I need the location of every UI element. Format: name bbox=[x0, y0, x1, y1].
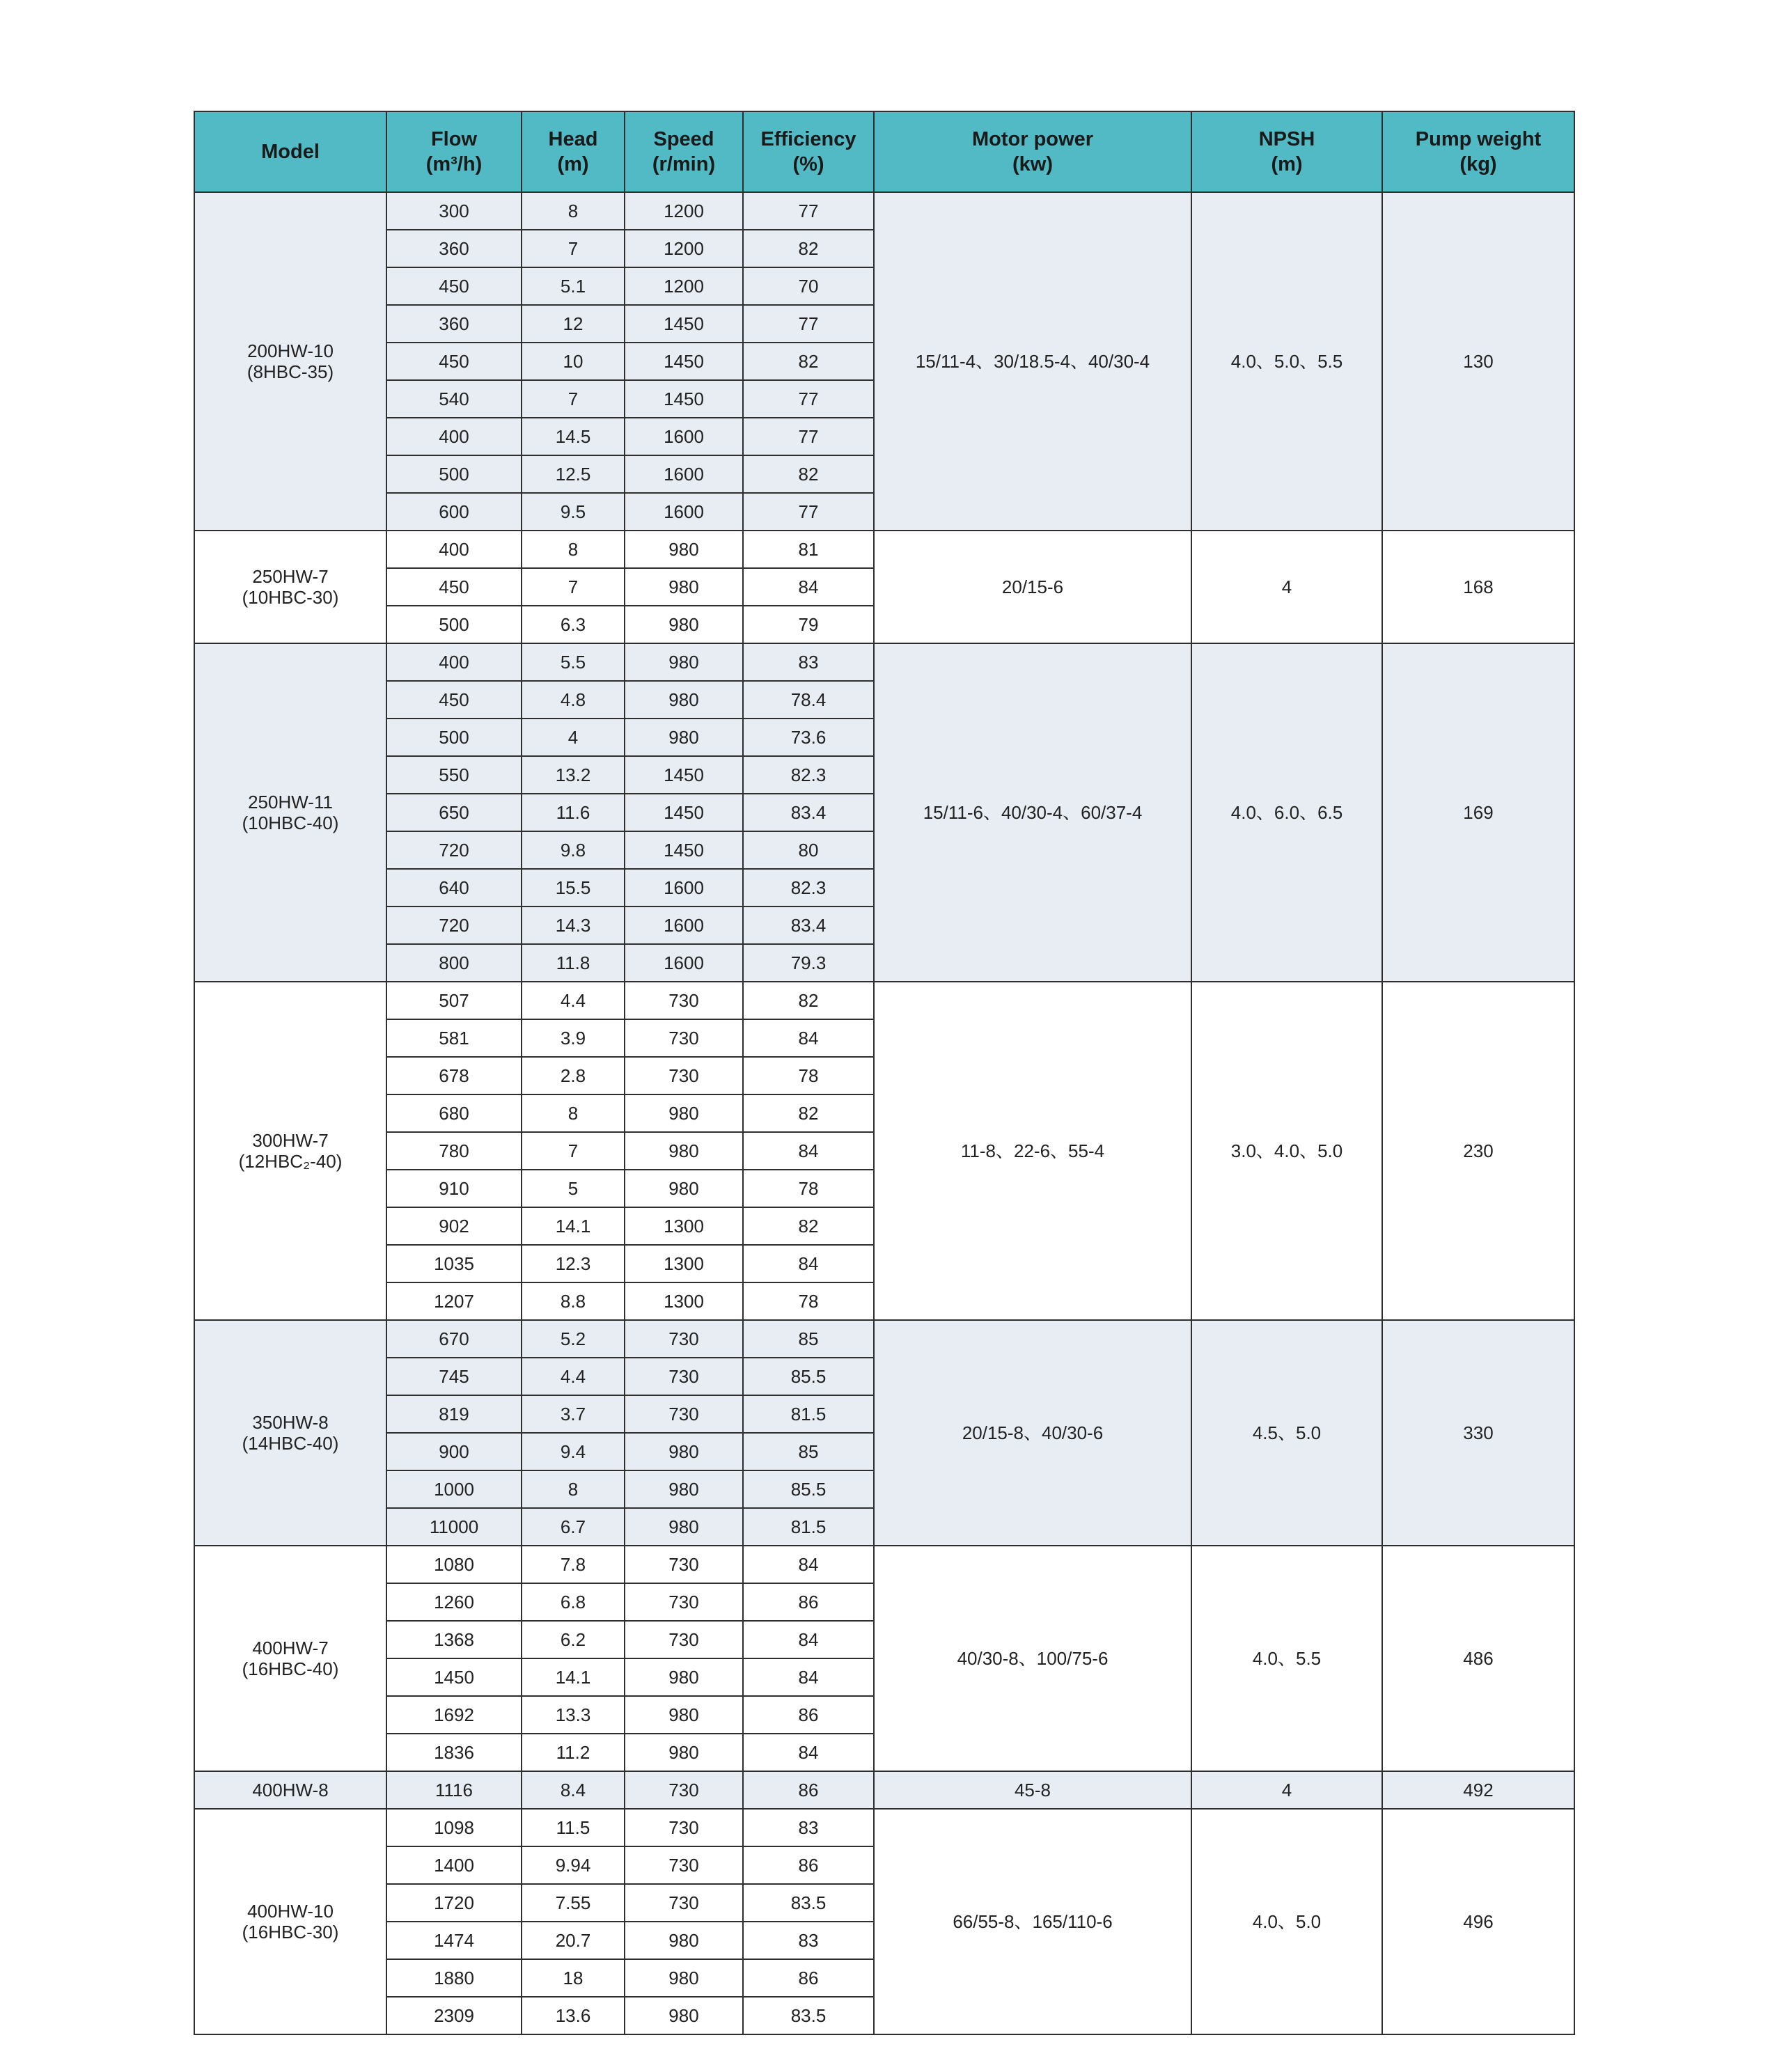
speed-cell: 980 bbox=[625, 719, 743, 756]
speed-cell: 980 bbox=[625, 1508, 743, 1546]
model-name: 400HW-7 bbox=[252, 1638, 329, 1658]
head-cell: 9.8 bbox=[522, 831, 625, 869]
motor-power-cell: 20/15-6 bbox=[874, 531, 1191, 643]
header-npsh-label: NPSH bbox=[1258, 128, 1315, 150]
head-cell: 7 bbox=[522, 1132, 625, 1170]
efficiency-cell: 83.5 bbox=[743, 1997, 874, 2034]
speed-cell: 730 bbox=[625, 1395, 743, 1433]
efficiency-cell: 81.5 bbox=[743, 1395, 874, 1433]
header-speed bbox=[625, 111, 743, 192]
speed-cell: 1200 bbox=[625, 230, 743, 267]
efficiency-cell: 83.5 bbox=[743, 1884, 874, 1922]
speed-cell: 1200 bbox=[625, 192, 743, 230]
model-alt-name: (10HBC-30) bbox=[242, 587, 339, 608]
head-cell: 7.55 bbox=[522, 1884, 625, 1922]
head-cell: 7 bbox=[522, 230, 625, 267]
flow-cell: 400 bbox=[386, 643, 522, 681]
head-cell: 13.2 bbox=[522, 756, 625, 794]
flow-cell: 720 bbox=[386, 831, 522, 869]
npsh-cell: 3.0、4.0、5.0 bbox=[1191, 982, 1382, 1320]
speed-cell: 980 bbox=[625, 1658, 743, 1696]
pump-weight-cell: 486 bbox=[1382, 1546, 1574, 1771]
pump-weight-cell: 492 bbox=[1382, 1771, 1574, 1809]
efficiency-cell: 78 bbox=[743, 1170, 874, 1207]
motor-power-cell: 45-8 bbox=[874, 1771, 1191, 1809]
efficiency-cell: 85.5 bbox=[743, 1470, 874, 1508]
speed-cell: 980 bbox=[625, 1170, 743, 1207]
efficiency-cell: 86 bbox=[743, 1583, 874, 1621]
efficiency-cell: 79.3 bbox=[743, 944, 874, 982]
npsh-cell: 4 bbox=[1191, 1771, 1382, 1809]
efficiency-cell: 82 bbox=[743, 1207, 874, 1245]
head-cell: 20.7 bbox=[522, 1922, 625, 1959]
head-cell: 14.1 bbox=[522, 1207, 625, 1245]
flow-cell: 360 bbox=[386, 305, 522, 343]
efficiency-cell: 77 bbox=[743, 305, 874, 343]
head-cell: 5.1 bbox=[522, 267, 625, 305]
speed-cell: 730 bbox=[625, 982, 743, 1019]
head-cell: 3.7 bbox=[522, 1395, 625, 1433]
header-npsh-unit: (m) bbox=[1271, 153, 1303, 175]
model-cell bbox=[194, 1546, 386, 1771]
speed-cell: 980 bbox=[625, 606, 743, 643]
speed-cell: 730 bbox=[625, 1057, 743, 1094]
flow-cell: 780 bbox=[386, 1132, 522, 1170]
efficiency-cell: 82 bbox=[743, 230, 874, 267]
header-flow bbox=[386, 111, 522, 192]
efficiency-cell: 83.4 bbox=[743, 794, 874, 831]
table-row bbox=[194, 982, 1574, 1019]
header-flow-label: Flow bbox=[430, 128, 478, 150]
model-name: 200HW-10 bbox=[247, 340, 334, 361]
speed-cell: 730 bbox=[625, 1583, 743, 1621]
model-cell bbox=[194, 1771, 386, 1809]
speed-cell: 980 bbox=[625, 1433, 743, 1470]
flow-cell: 670 bbox=[386, 1320, 522, 1358]
efficiency-cell: 78 bbox=[743, 1282, 874, 1320]
speed-cell: 730 bbox=[625, 1621, 743, 1658]
efficiency-cell: 83 bbox=[743, 1922, 874, 1959]
speed-cell: 730 bbox=[625, 1771, 743, 1809]
speed-cell: 730 bbox=[625, 1320, 743, 1358]
head-cell: 5 bbox=[522, 1170, 625, 1207]
efficiency-cell: 77 bbox=[743, 493, 874, 531]
pump-weight-cell: 330 bbox=[1382, 1320, 1574, 1546]
table-row bbox=[194, 192, 1574, 230]
speed-cell: 980 bbox=[625, 643, 743, 681]
head-cell: 8.4 bbox=[522, 1771, 625, 1809]
efficiency-cell: 82 bbox=[743, 982, 874, 1019]
table-row bbox=[194, 643, 1574, 681]
table-row bbox=[194, 1546, 1574, 1583]
head-cell: 5.2 bbox=[522, 1320, 625, 1358]
efficiency-cell: 86 bbox=[743, 1771, 874, 1809]
speed-cell: 1450 bbox=[625, 756, 743, 794]
head-cell: 11.6 bbox=[522, 794, 625, 831]
header-motor-power bbox=[874, 111, 1191, 192]
flow-cell: 600 bbox=[386, 493, 522, 531]
head-cell: 15.5 bbox=[522, 869, 625, 907]
speed-cell: 1300 bbox=[625, 1207, 743, 1245]
speed-cell: 1450 bbox=[625, 380, 743, 418]
flow-cell: 450 bbox=[386, 681, 522, 719]
efficiency-cell: 82 bbox=[743, 343, 874, 380]
efficiency-cell: 85.5 bbox=[743, 1358, 874, 1395]
speed-cell: 1300 bbox=[625, 1245, 743, 1282]
efficiency-cell: 73.6 bbox=[743, 719, 874, 756]
motor-power-cell: 40/30-8、100/75-6 bbox=[874, 1546, 1191, 1771]
speed-cell: 1450 bbox=[625, 794, 743, 831]
speed-cell: 1600 bbox=[625, 455, 743, 493]
npsh-cell: 4.0、5.0、5.5 bbox=[1191, 192, 1382, 531]
speed-cell: 1600 bbox=[625, 493, 743, 531]
head-cell: 12 bbox=[522, 305, 625, 343]
head-cell: 8 bbox=[522, 531, 625, 568]
efficiency-cell: 84 bbox=[743, 1621, 874, 1658]
flow-cell: 800 bbox=[386, 944, 522, 982]
speed-cell: 730 bbox=[625, 1358, 743, 1395]
flow-cell: 900 bbox=[386, 1433, 522, 1470]
head-cell: 4.4 bbox=[522, 982, 625, 1019]
head-cell: 10 bbox=[522, 343, 625, 380]
model-name: 400HW-10 bbox=[247, 1901, 334, 1922]
header-speed-label: Speed bbox=[653, 128, 714, 150]
efficiency-cell: 84 bbox=[743, 1245, 874, 1282]
head-cell: 12.3 bbox=[522, 1245, 625, 1282]
head-cell: 9.4 bbox=[522, 1433, 625, 1470]
flow-cell: 360 bbox=[386, 230, 522, 267]
model-name: 250HW-11 bbox=[248, 792, 333, 813]
speed-cell: 1450 bbox=[625, 305, 743, 343]
header-head-unit: (m) bbox=[557, 153, 589, 175]
head-cell: 7.8 bbox=[522, 1546, 625, 1583]
model-alt-name: (16HBC-30) bbox=[242, 1922, 339, 1943]
motor-power-cell: 66/55-8、165/110-6 bbox=[874, 1809, 1191, 2034]
flow-cell: 1035 bbox=[386, 1245, 522, 1282]
head-cell: 8 bbox=[522, 1094, 625, 1132]
speed-cell: 980 bbox=[625, 1696, 743, 1734]
model-alt-name: (16HBC-40) bbox=[242, 1658, 339, 1679]
header-efficiency-unit: (%) bbox=[792, 153, 824, 175]
head-cell: 7 bbox=[522, 568, 625, 606]
flow-cell: 2309 bbox=[386, 1997, 522, 2034]
speed-cell: 1600 bbox=[625, 869, 743, 907]
model-cell bbox=[194, 1809, 386, 2034]
efficiency-cell: 84 bbox=[743, 1546, 874, 1583]
flow-cell: 745 bbox=[386, 1358, 522, 1395]
efficiency-cell: 81 bbox=[743, 531, 874, 568]
efficiency-cell: 83 bbox=[743, 1809, 874, 1846]
pump-weight-cell: 168 bbox=[1382, 531, 1574, 643]
flow-cell: 640 bbox=[386, 869, 522, 907]
motor-power-cell: 20/15-8、40/30-6 bbox=[874, 1320, 1191, 1546]
head-cell: 4 bbox=[522, 719, 625, 756]
header-pump-weight-label: Pump weight bbox=[1415, 128, 1542, 150]
model-cell bbox=[194, 1320, 386, 1546]
speed-cell: 730 bbox=[625, 1019, 743, 1057]
speed-cell: 980 bbox=[625, 1922, 743, 1959]
pump-weight-cell: 230 bbox=[1382, 982, 1574, 1320]
speed-cell: 730 bbox=[625, 1546, 743, 1583]
flow-cell: 720 bbox=[386, 907, 522, 944]
head-cell: 14.3 bbox=[522, 907, 625, 944]
pump-spec-table bbox=[194, 111, 1575, 2035]
table-row bbox=[194, 1771, 1574, 1809]
head-cell: 18 bbox=[522, 1959, 625, 1997]
header-pump-weight-unit: (kg) bbox=[1459, 153, 1497, 175]
speed-cell: 980 bbox=[625, 681, 743, 719]
speed-cell: 1600 bbox=[625, 944, 743, 982]
flow-cell: 902 bbox=[386, 1207, 522, 1245]
flow-cell: 450 bbox=[386, 267, 522, 305]
head-cell: 8.8 bbox=[522, 1282, 625, 1320]
efficiency-cell: 77 bbox=[743, 192, 874, 230]
flow-cell: 450 bbox=[386, 343, 522, 380]
efficiency-cell: 77 bbox=[743, 418, 874, 455]
efficiency-cell: 70 bbox=[743, 267, 874, 305]
speed-cell: 1600 bbox=[625, 907, 743, 944]
speed-cell: 980 bbox=[625, 1959, 743, 1997]
model-name: 350HW-8 bbox=[252, 1412, 329, 1433]
header-head-label: Head bbox=[548, 128, 598, 150]
flow-cell: 1400 bbox=[386, 1846, 522, 1884]
efficiency-cell: 82 bbox=[743, 455, 874, 493]
npsh-cell: 4.0、5.0 bbox=[1191, 1809, 1382, 2034]
model-name: 250HW-7 bbox=[252, 566, 329, 587]
efficiency-cell: 82.3 bbox=[743, 869, 874, 907]
efficiency-cell: 84 bbox=[743, 1734, 874, 1771]
npsh-cell: 4.5、5.0 bbox=[1191, 1320, 1382, 1546]
speed-cell: 980 bbox=[625, 1734, 743, 1771]
flow-cell: 11000 bbox=[386, 1508, 522, 1546]
head-cell: 11.5 bbox=[522, 1809, 625, 1846]
pump-weight-cell: 169 bbox=[1382, 643, 1574, 982]
efficiency-cell: 83 bbox=[743, 643, 874, 681]
npsh-cell: 4 bbox=[1191, 531, 1382, 643]
flow-cell: 1880 bbox=[386, 1959, 522, 1997]
speed-cell: 730 bbox=[625, 1846, 743, 1884]
model-cell bbox=[194, 982, 386, 1320]
speed-cell: 1200 bbox=[625, 267, 743, 305]
speed-cell: 730 bbox=[625, 1884, 743, 1922]
efficiency-cell: 82 bbox=[743, 1094, 874, 1132]
speed-cell: 980 bbox=[625, 568, 743, 606]
motor-power-cell: 11-8、22-6、55-4 bbox=[874, 982, 1191, 1320]
efficiency-cell: 78.4 bbox=[743, 681, 874, 719]
efficiency-cell: 82.3 bbox=[743, 756, 874, 794]
head-cell: 11.2 bbox=[522, 1734, 625, 1771]
model-alt-name: (14HBC-40) bbox=[242, 1433, 339, 1454]
flow-cell: 1450 bbox=[386, 1658, 522, 1696]
efficiency-cell: 84 bbox=[743, 1132, 874, 1170]
header-pump-weight bbox=[1382, 111, 1574, 192]
model-cell bbox=[194, 643, 386, 982]
header-speed-unit: (r/min) bbox=[652, 153, 716, 175]
header-head bbox=[522, 111, 625, 192]
header-efficiency bbox=[743, 111, 874, 192]
speed-cell: 1450 bbox=[625, 831, 743, 869]
speed-cell: 1300 bbox=[625, 1282, 743, 1320]
flow-cell: 500 bbox=[386, 455, 522, 493]
flow-cell: 1836 bbox=[386, 1734, 522, 1771]
head-cell: 5.5 bbox=[522, 643, 625, 681]
flow-cell: 650 bbox=[386, 794, 522, 831]
head-cell: 3.9 bbox=[522, 1019, 625, 1057]
efficiency-cell: 86 bbox=[743, 1846, 874, 1884]
efficiency-cell: 77 bbox=[743, 380, 874, 418]
speed-cell: 1600 bbox=[625, 418, 743, 455]
head-cell: 9.5 bbox=[522, 493, 625, 531]
speed-cell: 980 bbox=[625, 1094, 743, 1132]
flow-cell: 1720 bbox=[386, 1884, 522, 1922]
flow-cell: 450 bbox=[386, 568, 522, 606]
flow-cell: 678 bbox=[386, 1057, 522, 1094]
motor-power-cell: 15/11-4、30/18.5-4、40/30-4 bbox=[874, 192, 1191, 531]
head-cell: 2.8 bbox=[522, 1057, 625, 1094]
flow-cell: 1080 bbox=[386, 1546, 522, 1583]
efficiency-cell: 84 bbox=[743, 1019, 874, 1057]
efficiency-cell: 81.5 bbox=[743, 1508, 874, 1546]
efficiency-cell: 84 bbox=[743, 568, 874, 606]
efficiency-cell: 86 bbox=[743, 1696, 874, 1734]
table-row bbox=[194, 1320, 1574, 1358]
flow-cell: 400 bbox=[386, 418, 522, 455]
header-model bbox=[194, 111, 386, 192]
flow-cell: 1692 bbox=[386, 1696, 522, 1734]
motor-power-cell: 15/11-6、40/30-4、60/37-4 bbox=[874, 643, 1191, 982]
header-motor-power-label: Motor power bbox=[972, 128, 1093, 150]
efficiency-cell: 86 bbox=[743, 1959, 874, 1997]
efficiency-cell: 84 bbox=[743, 1658, 874, 1696]
header-model-label: Model bbox=[261, 141, 320, 163]
head-cell: 6.8 bbox=[522, 1583, 625, 1621]
flow-cell: 1116 bbox=[386, 1771, 522, 1809]
flow-cell: 1098 bbox=[386, 1809, 522, 1846]
head-cell: 11.8 bbox=[522, 944, 625, 982]
pump-weight-cell: 496 bbox=[1382, 1809, 1574, 2034]
flow-cell: 500 bbox=[386, 719, 522, 756]
table-row bbox=[194, 531, 1574, 568]
flow-cell: 1000 bbox=[386, 1470, 522, 1508]
header-npsh bbox=[1191, 111, 1382, 192]
table-header-row bbox=[194, 111, 1574, 192]
model-cell bbox=[194, 192, 386, 531]
table-body bbox=[194, 192, 1574, 2034]
efficiency-cell: 80 bbox=[743, 831, 874, 869]
header-flow-unit: (m³/h) bbox=[425, 153, 483, 175]
flow-cell: 680 bbox=[386, 1094, 522, 1132]
model-name: 400HW-8 bbox=[252, 1780, 329, 1800]
npsh-cell: 4.0、6.0、6.5 bbox=[1191, 643, 1382, 982]
head-cell: 14.1 bbox=[522, 1658, 625, 1696]
efficiency-cell: 83.4 bbox=[743, 907, 874, 944]
head-cell: 14.5 bbox=[522, 418, 625, 455]
head-cell: 8 bbox=[522, 192, 625, 230]
efficiency-cell: 78 bbox=[743, 1057, 874, 1094]
head-cell: 13.6 bbox=[522, 1997, 625, 2034]
speed-cell: 730 bbox=[625, 1809, 743, 1846]
head-cell: 4.4 bbox=[522, 1358, 625, 1395]
head-cell: 12.5 bbox=[522, 455, 625, 493]
flow-cell: 1260 bbox=[386, 1583, 522, 1621]
head-cell: 4.8 bbox=[522, 681, 625, 719]
table-row bbox=[194, 1809, 1574, 1846]
model-alt-name: (8HBC-35) bbox=[246, 361, 334, 382]
head-cell: 13.3 bbox=[522, 1696, 625, 1734]
flow-cell: 819 bbox=[386, 1395, 522, 1433]
flow-cell: 910 bbox=[386, 1170, 522, 1207]
efficiency-cell: 79 bbox=[743, 606, 874, 643]
head-cell: 9.94 bbox=[522, 1846, 625, 1884]
flow-cell: 500 bbox=[386, 606, 522, 643]
speed-cell: 980 bbox=[625, 1132, 743, 1170]
model-alt-name: (10HBC-40) bbox=[242, 813, 339, 833]
speed-cell: 980 bbox=[625, 1470, 743, 1508]
speed-cell: 980 bbox=[625, 531, 743, 568]
model-name: 300HW-7 bbox=[252, 1130, 329, 1151]
header-motor-power-unit: (kw) bbox=[1012, 153, 1053, 175]
head-cell: 7 bbox=[522, 380, 625, 418]
speed-cell: 1450 bbox=[625, 343, 743, 380]
efficiency-cell: 85 bbox=[743, 1320, 874, 1358]
model-alt-name: (12HBC₂-40) bbox=[238, 1151, 343, 1172]
flow-cell: 581 bbox=[386, 1019, 522, 1057]
pump-weight-cell: 130 bbox=[1382, 192, 1574, 531]
model-cell bbox=[194, 531, 386, 643]
flow-cell: 1207 bbox=[386, 1282, 522, 1320]
flow-cell: 1368 bbox=[386, 1621, 522, 1658]
flow-cell: 400 bbox=[386, 531, 522, 568]
flow-cell: 507 bbox=[386, 982, 522, 1019]
efficiency-cell: 85 bbox=[743, 1433, 874, 1470]
npsh-cell: 4.0、5.5 bbox=[1191, 1546, 1382, 1771]
flow-cell: 1474 bbox=[386, 1922, 522, 1959]
head-cell: 6.2 bbox=[522, 1621, 625, 1658]
flow-cell: 550 bbox=[386, 756, 522, 794]
head-cell: 8 bbox=[522, 1470, 625, 1508]
speed-cell: 980 bbox=[625, 1997, 743, 2034]
head-cell: 6.3 bbox=[522, 606, 625, 643]
head-cell: 6.7 bbox=[522, 1508, 625, 1546]
header-efficiency-label: Efficiency bbox=[760, 128, 856, 150]
flow-cell: 300 bbox=[386, 192, 522, 230]
flow-cell: 540 bbox=[386, 380, 522, 418]
